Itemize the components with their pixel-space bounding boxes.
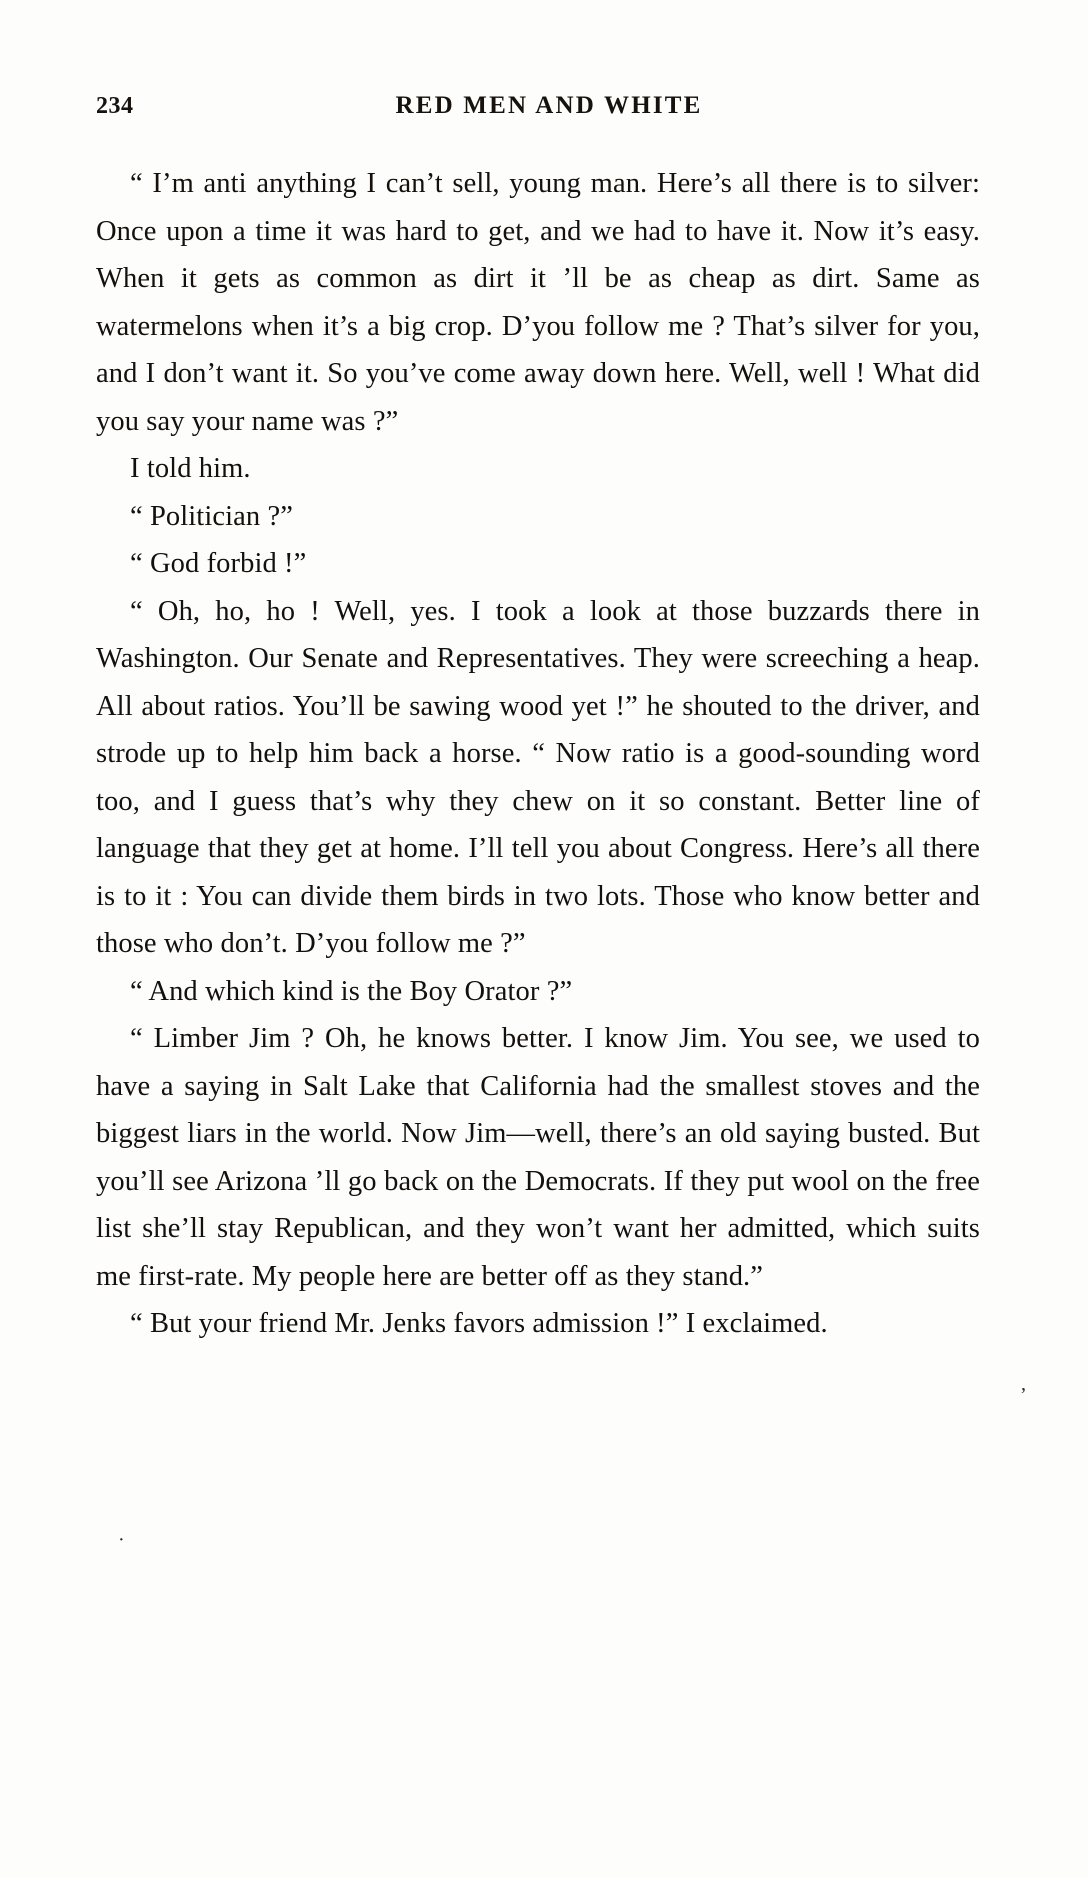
paragraph: “ Oh, ho, ho ! Well, yes. I took a look at those buzzards there in Washington. Our Senate and Representatives. They were screeching a heap. All about ratios. You’ll be sawing wood yet !” he shouted to the driver, and strode up to help him back a horse. “ Now ratio is a good-sounding word too, and I guess that’s why they chew on it so constant. Better line of language that they get at home. I’ll tell you about Congress. Here’s all there is to it : You can divide them birds in two lots. Those who know better and those who don’t. D’you follow me ?” bbox=[96, 595, 980, 959]
body-text bbox=[96, 160, 980, 1348]
paragraph: “ Politician ?” bbox=[130, 500, 293, 532]
running-head bbox=[96, 92, 992, 122]
running-head-title: RED MEN AND WHITE bbox=[395, 92, 703, 119]
paragraph: “ And which kind is the Boy Orator ?” bbox=[130, 975, 573, 1007]
paragraph: “ But your friend Mr. Jenks favors admission !” I exclaimed. bbox=[130, 1308, 828, 1339]
paragraph: “ God forbid !” bbox=[130, 548, 307, 579]
paragraph: I told him. bbox=[130, 453, 251, 484]
stray-ink-mark-right: ’ bbox=[1020, 1384, 1027, 1406]
paragraph: “ Limber Jim ? Oh, he knows better. I know Jim. You see, we used to have a saying in Salt Lake that California had the smallest stoves and the biggest liars in the world. Now Jim—well, there’s an old saying busted. But you’ll see Arizona ’ll go back on the Democrats. If they put wool on the free list she’ll stay Republican, and they won’t want her admitted, which suits me first-rate. My people here are better off as they stand.” bbox=[96, 1023, 980, 1292]
page-number: 234 bbox=[96, 93, 134, 119]
paragraph: “ I’m anti anything I can’t sell, young man. Here’s all there is to silver: Once upon a time it was hard to get, and we had to have it. Now it’s easy. When it gets as common as dirt it ’ll be as cheap as dirt. Same as watermelons when it’s a big crop. D’you follow me ? That’s silver for you, and I don’t want it. So you’ve come away down here. Well, well ! What did you say your name was ?” bbox=[96, 168, 980, 437]
stray-ink-mark-bottom: · bbox=[118, 1529, 125, 1551]
